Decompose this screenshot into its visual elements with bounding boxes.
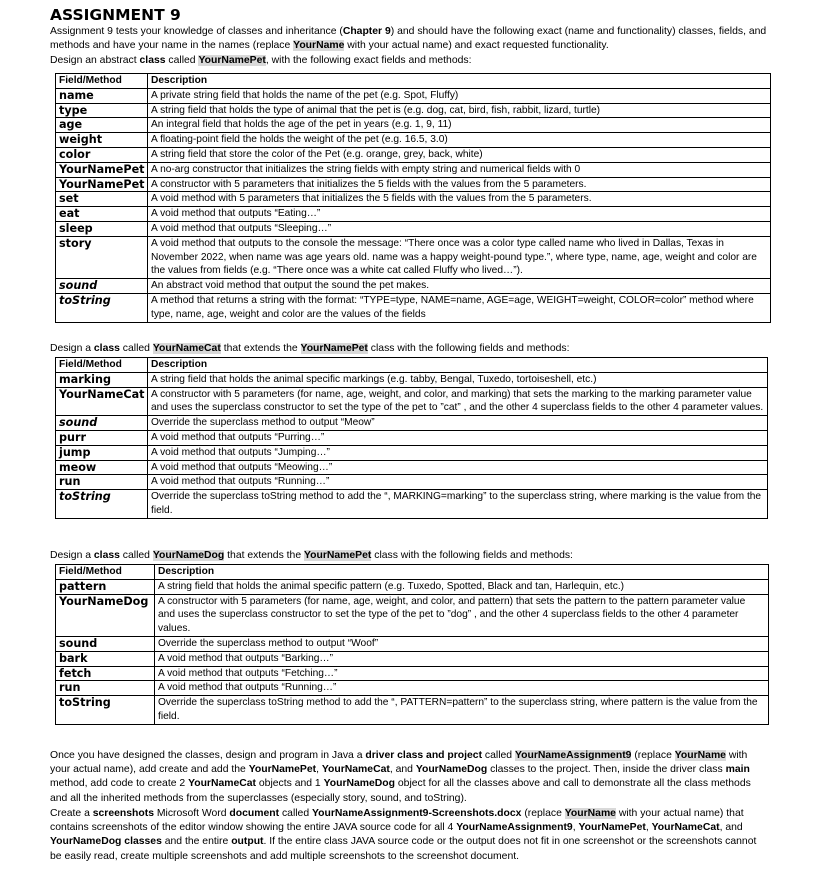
text-run: objects and 1 [256,778,324,790]
cat-class-intro [50,342,770,356]
header-field-method: Field/Method [56,565,155,580]
member-description: A void method that outputs “Purring…” [148,430,768,445]
member-name: YourNamePet [56,162,148,177]
table-row [56,147,771,162]
member-name: story [56,236,148,278]
bold-text: YourNameAssignment9 [456,822,573,834]
table-row [56,207,771,222]
text-run: , with the following exact fields and methods: [265,55,472,66]
bold-text: YourNamePet [248,764,317,776]
table-row [56,490,768,519]
table-row [56,88,771,103]
member-description: Override the superclass toString method to add the “, PATTERN=pattern” to the superclass string, where pattern is the value from the field. [155,696,769,725]
text-run: with your actual name), add create and add the [50,750,748,776]
table-row [56,416,768,431]
pet-class-intro [50,54,770,68]
bold-text: main [725,764,750,776]
table-row [56,681,769,696]
text-run: object for all the classes above and call to demonstrate all the class methods and all the inherited methods from the superclasses (especially story, sound, and toString). [50,778,751,804]
member-description: A void method that outputs “Barking…” [155,651,769,666]
text-run: , and [719,822,743,834]
text-run: Create a [50,808,93,819]
text-run: called [119,343,153,354]
member-name: YourNameDog [56,594,155,636]
member-name: sleep [56,221,148,236]
member-description: Override the superclass method to output “Woof” [155,636,769,651]
table-row [56,192,771,207]
text-run: called [482,750,515,761]
text-run: called [279,808,313,819]
table-row [56,293,771,322]
member-description: A void method that outputs “Sleeping…” [148,221,771,236]
header-field-method: Field/Method [56,74,148,89]
header-field-method: Field/Method [56,358,148,373]
text-run: and the entire [161,836,232,848]
member-name: sound [56,416,148,431]
member-description: A method that returns a string with the format: “TYPE=type, NAME=name, AGE=age, WEIGHT=weight, COLOR=color” method where type, name, age, weight and color are the values of the fields [148,293,771,322]
bold-text: class [93,550,120,561]
bold-text: output [231,836,264,848]
header-description: Description [148,74,771,89]
bold-text: YourNameDog [323,778,396,790]
table-row [56,666,769,681]
table-row [56,236,771,278]
text-run: called [119,550,153,561]
member-description: A string field that holds the animal specific pattern (e.g. Tuxedo, Spotted, Black and tan, Harlequin, etc.) [155,579,769,594]
table-row [56,372,768,387]
text-run: class with the following fields and methods: [367,343,570,354]
text-run: method, add code to create 2 [50,778,189,790]
table-header-row [56,74,771,89]
text-run: , and [389,764,416,776]
text-run: with your actual name) and exact requested functionality. [344,40,609,52]
member-description: A no-arg constructor that initializes the string fields with empty string and numerical fields with 0 [148,162,771,177]
bold-text: document [229,808,280,819]
table-row [56,133,771,148]
text-run: , [572,822,579,834]
member-description: Override the superclass toString method to add the “, MARKING=marking” to the superclass string, where marking is the value from the field. [148,490,768,519]
intro-paragraph [50,25,770,53]
text-run: (replace [631,750,675,761]
member-name: set [56,192,148,207]
member-description: A void method that outputs “Meowing…” [148,460,768,475]
member-name: purr [56,430,148,445]
member-description: A string field that holds the type of animal that the pet is (e.g. dog, cat, bird, fish, rabbit, lizard, turtle) [148,103,771,118]
member-description: A void method that outputs “Running…” [148,475,768,490]
table-row [56,594,769,636]
member-name: toString [56,293,148,322]
text-run: classes to the project. Then, inside the driver class [487,764,726,776]
table-row [56,118,771,133]
screenshot-instructions [50,807,770,864]
member-description: A floating-point field the holds the weight of the pet (e.g. 16.5, 3.0) [148,133,771,148]
text-run: . If the entire class JAVA source code or the output does not fit in one screenshot or the screenshots cannot be easily read, create multiple screenshots and add multiple screenshots to the screenshot document. [50,836,757,862]
table-row [56,221,771,236]
text-run: Once you have designed the classes, design and program in Java a [50,750,366,761]
text-run: Design an abstract [50,55,140,66]
table-row [56,430,768,445]
bold-text: Chapter 9 [342,26,391,37]
bold-text: classes [121,836,162,848]
member-description: Override the superclass method to output “Meow” [148,416,768,431]
bold-text: class [93,343,120,354]
member-description: A string field that store the color of the Pet (e.g. orange, grey, back, white) [148,147,771,162]
table-header-row [56,565,769,580]
text-run: Design a [50,343,94,354]
member-description: A void method that outputs “Jumping…” [148,445,768,460]
text-run: Microsoft Word [153,808,230,819]
text-run: (replace [521,808,565,819]
table-row [56,460,768,475]
bold-text: YourNameCat [188,778,257,790]
member-name: meow [56,460,148,475]
text-run: that extends the [224,550,304,561]
table-row [56,387,768,416]
member-name: bark [56,651,155,666]
member-name: YourNameCat [56,387,148,416]
member-name: sound [56,636,155,651]
bold-text: YourNameCat [321,764,390,776]
member-description: A void method that outputs “Fetching…” [155,666,769,681]
highlighted-name: YourName [293,40,345,52]
table-row [56,651,769,666]
table-row [56,279,771,294]
member-description: A private string field that holds the name of the pet (e.g. Spot, Fluffy) [148,88,771,103]
text-run: , [316,764,322,776]
member-description: A void method that outputs to the console the message: “There once was a color type called name who lived in Dallas, Texas in November 2022, when name was age years old. name was a happy weight-pound type.”, where type, name, age, weight and color are the values from fields (e.g. “There once was a white cat called Fluffy who lived…”). [148,236,771,278]
bold-text: YourNameCat [651,822,720,834]
table-row [56,696,769,725]
member-description: An abstract void method that output the sound the pet makes. [148,279,771,294]
driver-instructions [50,749,770,806]
member-name: color [56,147,148,162]
highlighted-name: YourNamePet [198,55,266,66]
member-name: toString [56,696,155,725]
text-run: Design a [50,550,94,561]
highlighted-name: YourNameDog [152,550,225,561]
table-header-row [56,358,768,373]
text-run: with your actual name) that contains screenshots of the editor window showing the entire JAVA source code for all 4 [50,808,744,834]
dog-table [55,564,769,725]
member-name: marking [56,372,148,387]
member-name: weight [56,133,148,148]
dog-class-intro [50,549,770,563]
text-run: ) and should have the following exact (name and functionality) classes, fields, and methods and have your name in the names (replace [50,26,767,52]
highlighted-name: YourNameAssignment9 [514,750,632,761]
header-description: Description [148,358,768,373]
table-row [56,445,768,460]
member-name: toString [56,490,148,519]
highlighted-name: YourNameCat [152,343,221,354]
member-description: An integral field that holds the age of the pet in years (e.g. 1, 9, 11) [148,118,771,133]
highlighted-name: YourNamePet [300,343,368,354]
bold-text: YourNameDog [50,836,122,848]
bold-text: class [139,55,166,66]
member-description: A constructor with 5 parameters (for name, age, weight, and color, and marking) that sets the marking to the marking parameter value and uses the superclass constructor to set the type of the pet to ”cat” , and the other 4 superclass fields to the other 4 parameter values. [148,387,768,416]
member-name: eat [56,207,148,222]
member-description: A void method that outputs “Eating…” [148,207,771,222]
table-row [56,636,769,651]
pet-table [55,73,771,323]
highlighted-name: YourName [564,808,616,819]
member-name: type [56,103,148,118]
table-row [56,162,771,177]
table-row [56,475,768,490]
header-description: Description [155,565,769,580]
bold-text: screenshots [92,808,154,819]
member-description: A constructor with 5 parameters (for name, age, weight, and color, and pattern) that sets the pattern to the pattern parameter value and uses the superclass constructor to set the type of the pet to ”dog” , and the other 4 superclass fields to the other 4 parameter values. [155,594,769,636]
table-row [56,579,769,594]
member-description: A constructor with 5 parameters that initializes the 5 fields with the values from the 5 parameters. [148,177,771,192]
member-description: A void method that outputs “Running…” [155,681,769,696]
member-name: fetch [56,666,155,681]
member-description: A string field that holds the animal specific markings (e.g. tabby, Bengal, Tuxedo, tortoiseshell, etc.) [148,372,768,387]
text-run: called [165,55,199,66]
member-name: run [56,681,155,696]
member-name: sound [56,279,148,294]
cat-table [55,357,768,519]
highlighted-name: YourNamePet [303,550,372,561]
text-run: class with the following fields and methods: [371,550,573,561]
member-description: A void method with 5 parameters that initializes the 5 fields with the values from the 5 parameters. [148,192,771,207]
bold-text: YourNameAssignment9-Screenshots.docx [312,808,522,819]
highlighted-name: YourName [674,750,726,761]
member-name: jump [56,445,148,460]
member-name: run [56,475,148,490]
member-name: YourNamePet [56,177,148,192]
page-title: ASSIGNMENT 9 [50,6,181,24]
table-row [56,177,771,192]
member-name: pattern [56,579,155,594]
bold-text: driver class and project [365,750,483,761]
bold-text: YourNameDog [415,764,488,776]
member-name: age [56,118,148,133]
text-run: , [645,822,652,834]
table-row [56,103,771,118]
member-name: name [56,88,148,103]
text-run: that extends the [220,343,301,354]
bold-text: YourNamePet [578,822,646,834]
text-run: Assignment 9 tests your knowledge of classes and inheritance ( [50,26,343,37]
